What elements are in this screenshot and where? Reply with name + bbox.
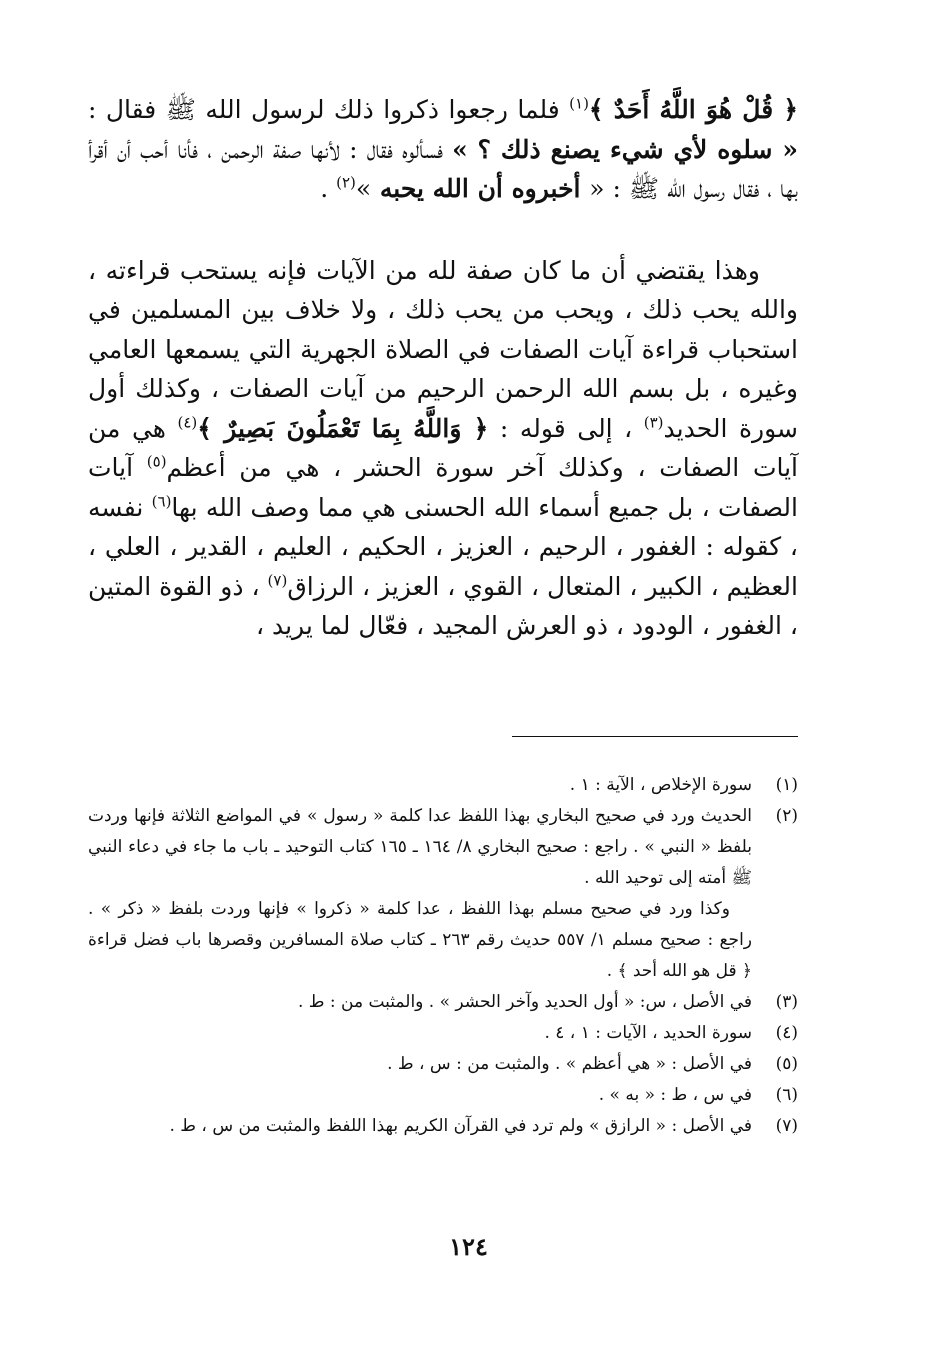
text-segment: وهذا يقتضي أن ما كان صفة لله من الآيات فإنه يستحب قراءته ، والله يحب ذلك ، ويحب من يحب ذلك ، ولا خلاف بين المسلمين في استحباب قراءة آيات الصفات في الصلاة الجهرية التي يسمعها العامي وغيره ، بل بسم الله الرحمن الرحيم من آيات الصفات ، وكذلك أول سورة الحديد (88, 255, 798, 443)
main-paragraph (88, 251, 798, 646)
footnote-number: (٥) (775, 1054, 798, 1074)
footnote-ref-6: (٦) (151, 492, 172, 511)
footnote-text: في س ، ط : « به » . (598, 1085, 752, 1105)
text-segment: فلما رجعوا ذكروا ذلك لرسول الله ﷺ فقال : (88, 95, 570, 124)
text-segment: نفسه ، كقوله : الغفور ، الرحيم ، العزيز ، الحكيم ، العليم ، القدير ، العلي ، العظيم ، الكبير ، المتعال ، القوي ، العزيز ، الرزاق (88, 492, 798, 601)
footnote (88, 1080, 798, 1111)
footnote-continuation: وكذا ورد في صحيح مسلم بهذا اللفظ ، عدا كلمة « ذكروا » فإنها وردت بلفظ « ذكر » . راجع : صحيح مسلم ١/ ٥٥٧ حديث رقم ٢٦٣ ـ كتاب صلاة المسافرين وقصرها باب فضل قراءة ﴿ قل هو الله أحد ﴾ . (88, 899, 752, 981)
footnote-text: سورة الإخلاص ، الآية : ١ . (569, 775, 752, 795)
text-segment: » (355, 174, 372, 203)
footnote-number: (٤) (775, 1023, 798, 1043)
footnote-ref-4: (٤) (177, 413, 198, 432)
footnote-ref-7: (٧) (267, 571, 288, 590)
footnote (88, 1049, 798, 1080)
footnote-ref-5: (٥) (146, 452, 167, 471)
hadith-quote: أخبروه أن الله يحبه (371, 174, 590, 203)
footnote-text: سورة الحديد ، الآيات : ١ ، ٤ . (544, 1023, 752, 1043)
footnote-ref-2: (٢) (336, 173, 356, 192)
footnotes (88, 770, 798, 1142)
text-segment: هي من آيات الصفات ، وكذلك آخر سورة الحشر ، هي من أعظم (88, 413, 798, 482)
footnote (88, 1018, 798, 1049)
footnote-number: (٣) (775, 992, 798, 1012)
footnote-text: في الأصل : « الرازق » ولم ترد في القرآن الكريم بهذا اللفظ والمثبت من س ، ط . (169, 1116, 752, 1136)
footnote-ref-3: (٣) (643, 413, 664, 432)
text-segment: آيات الصفات ، بل جميع أسماء الله الحسنى هي مما وصف الله بها (88, 453, 798, 522)
footnote-number: (٧) (775, 1116, 798, 1136)
quran-verse-hadid: ﴿ وَاللَّهُ بِمَا تَعْمَلُونَ بَصِيرٌ ﴾ (197, 413, 489, 443)
footnote-number: (٢) (775, 806, 798, 826)
text-segment: ، إلى قوله : (488, 413, 644, 443)
footnote-ref-1: (١) (569, 94, 589, 113)
text-segment: ، ذو القوة المتين ، الغفور ، الودود ، ذو العرش المجيد ، فعّال لما يريد ، (88, 571, 798, 640)
footnote-number: (٦) (775, 1085, 798, 1105)
text-segment: . (320, 174, 337, 203)
main-text (88, 90, 798, 646)
footnote-number: (١) (775, 775, 798, 795)
footnote (88, 770, 798, 801)
footnote-text: في الأصل ، س: « أول الحديد وآخر الحشر » . والمثبت من : ط . (297, 992, 752, 1012)
footnote (88, 1111, 798, 1142)
footnote-separator (512, 736, 798, 737)
footnote-text: الحديث ورد في صحيح البخاري بهذا اللفظ عدا كلمة « رسول » في المواضع الثلاثة فإنها وردت بلفظ « النبي » . راجع : صحيح البخاري ٨/ ١٦٤ ـ ١٦٥ كتاب التوحيد ـ باب ما جاء في دعاء النبي ﷺ أمته إلى توحيد الله . (88, 806, 752, 888)
text-segment: فسألوه فقال : لأنها صفة الرحمن ، فأنا أحب أن أقرأ بها ، فقال رسول الله ﷺ : « (88, 134, 798, 203)
quran-verse-ikhlas: ﴿ قُلْ هُوَ اللَّهُ أَحَدٌ ﴾ (588, 95, 798, 124)
top-paragraph (88, 90, 798, 209)
page-number: ١٢٤ (449, 1232, 488, 1261)
footnote (88, 987, 798, 1018)
hadith-quote: « سلوه لأي شيء يصنع ذلك ؟ » (452, 134, 798, 164)
footnote-text: في الأصل : « هي أعظم » . والمثبت من : س ، ط . (387, 1054, 752, 1074)
footnote (88, 801, 798, 894)
